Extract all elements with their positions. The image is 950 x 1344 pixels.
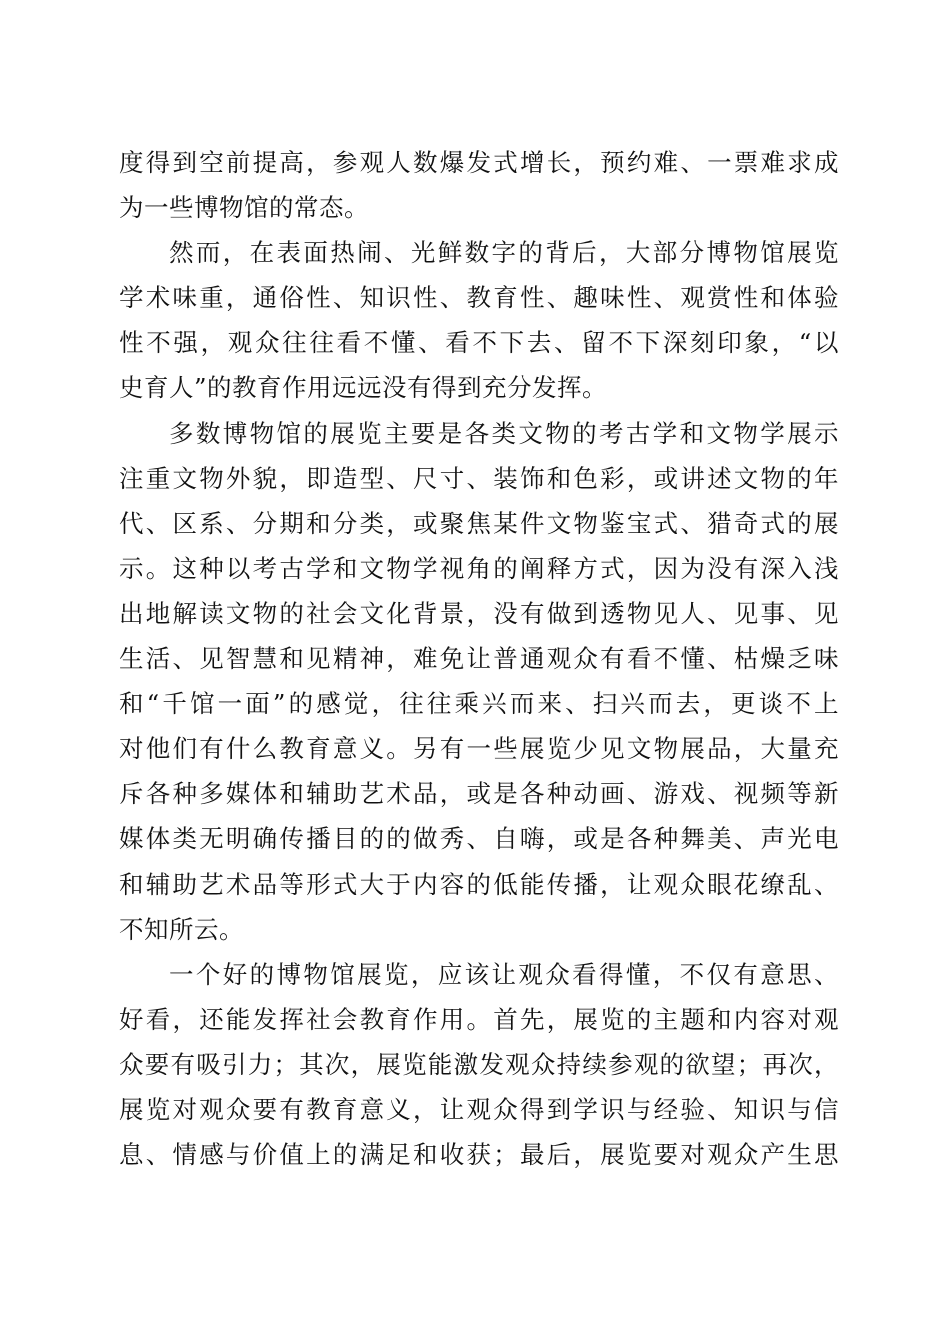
text-line: 斥各种多媒体和辅助艺术品，或是各种动画、游戏、视频等新 (119, 779, 839, 809)
text-line: 和辅助艺术品等形式大于内容的低能传播，让观众眼花缭乱、 (119, 869, 839, 899)
text-line: 然而，在表面热闹、光鲜数字的背后，大部分博物馆展览 (169, 238, 839, 268)
text-line: 性不强，观众往往看不懂、看不下去、留不下深刻印象，“以 (119, 328, 839, 358)
text-line: 为一些博物馆的常态。 (119, 193, 369, 223)
text-line: 不知所云。 (119, 914, 244, 944)
text-line: 媒体类无明确传播目的的做秀、自嗨，或是各种舞美、声光电 (119, 824, 839, 854)
text-line: 生活、见智慧和见精神，难免让普通观众有看不懂、枯燥乏味 (119, 644, 839, 674)
text-line: 众要有吸引力；其次，展览能激发观众持续参观的欲望；再次， (119, 1049, 839, 1079)
text-line: 多数博物馆的展览主要是各类文物的考古学和文物学展示 (169, 418, 839, 448)
text-line: 度得到空前提高，参观人数爆发式增长，预约难、一票难求成 (119, 148, 839, 177)
text-line: 一个好的博物馆展览，应该让观众看得懂，不仅有意思、 (169, 959, 839, 989)
text-line: 注重文物外貌，即造型、尺寸、装饰和色彩，或讲述文物的年 (119, 463, 839, 493)
body-text (119, 140, 839, 1177)
text-line: 代、区系、分期和分类，或聚焦某件文物鉴宝式、猎奇式的展 (119, 508, 839, 538)
text-line: 展览对观众要有教育意义，让观众得到学识与经验、知识与信 (119, 1094, 839, 1124)
text-line: 示。这种以考古学和文物学视角的阐释方式，因为没有深入浅 (119, 553, 839, 583)
text-line: 学术味重，通俗性、知识性、教育性、趣味性、观赏性和体验 (119, 283, 839, 313)
text-line: 史育人”的教育作用远远没有得到充分发挥。 (119, 373, 608, 403)
text-line: 好看，还能发挥社会教育作用。首先，展览的主题和内容对观 (119, 1004, 839, 1034)
text-line: 息、情感与价值上的满足和收获；最后，展览要对观众产生思 (119, 1140, 839, 1170)
text-line: 对他们有什么教育意义。另有一些展览少见文物展品，大量充 (119, 734, 839, 764)
text-line: 和“千馆一面”的感觉，往往乘兴而来、扫兴而去，更谈不上 (119, 689, 839, 719)
text-line: 出地解读文物的社会文化背景，没有做到透物见人、见事、见 (119, 598, 839, 628)
